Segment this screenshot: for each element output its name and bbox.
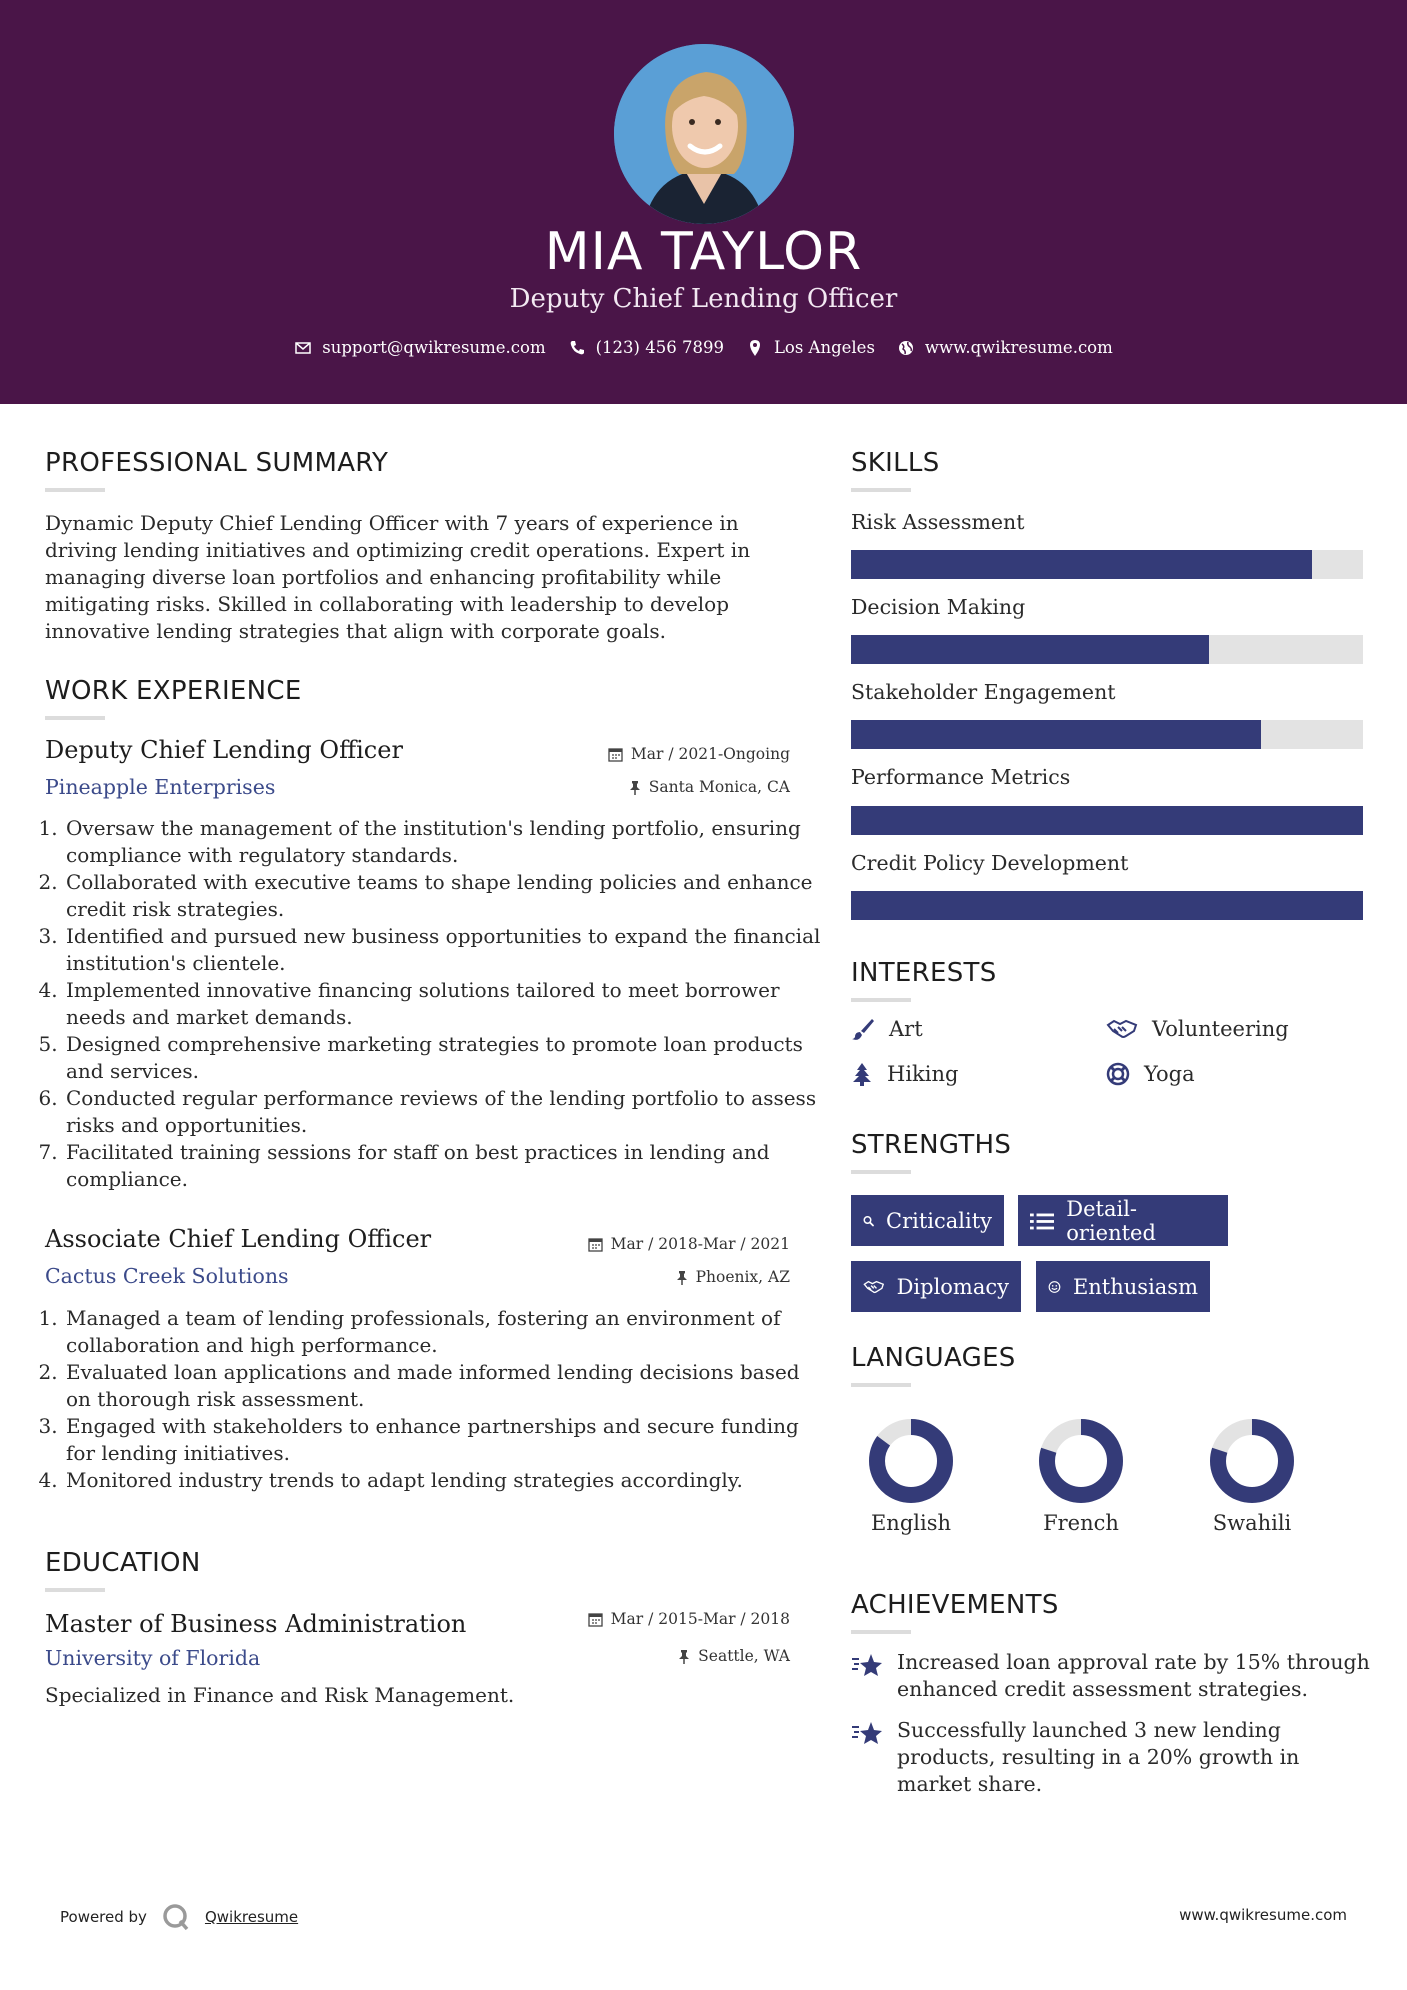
lifering-icon [1106, 1062, 1130, 1086]
envelope-icon [294, 339, 312, 357]
summary-text: Dynamic Deputy Chief Lending Officer with 7 years of experience in driving lending initiatives and optimizing credit operations. Expert in managing diverse loan portfolios and enhancing profitability while mitigating risks. Skilled in collaborating with leadership to develop innovative lending strategies that align with corporate goals. [45, 511, 751, 643]
languages-divider [851, 1383, 911, 1387]
achievements-heading: ACHIEVEMENTS [851, 1590, 1059, 1620]
language-donut [1207, 1416, 1297, 1506]
globe-icon [897, 339, 915, 357]
language-item [1192, 1416, 1312, 1535]
qwikresume-logo-icon [161, 1902, 191, 1932]
education-location [678, 1647, 790, 1665]
skill-label: Decision Making [851, 595, 1026, 619]
contact-website[interactable] [897, 338, 1113, 357]
school-name: University of Florida [45, 1646, 261, 1670]
language-label: English [870, 1511, 952, 1535]
education-divider [45, 1588, 105, 1592]
work-heading: WORK EXPERIENCE [45, 676, 302, 706]
job-date-text: Mar / 2018-Mar / 2021 [610, 1235, 790, 1253]
job-responsibilities [36, 815, 824, 1193]
skill-label: Performance Metrics [851, 765, 1071, 789]
skill-bar-fill [851, 891, 1363, 920]
strength-label: Detail-oriented [1066, 1196, 1156, 1245]
strength-label: Criticality [886, 1208, 992, 1233]
language-donut [1036, 1416, 1126, 1506]
list-item: 3. Engaged with stakeholders to enhance partnerships and secure funding for lending initiatives. [64, 1413, 824, 1467]
strength-badge [1018, 1195, 1228, 1246]
summary-heading: PROFESSIONAL SUMMARY [45, 448, 389, 478]
language-item [851, 1416, 971, 1535]
skills-divider [851, 488, 911, 492]
skill-bar [851, 806, 1363, 835]
work-divider [45, 716, 105, 720]
list-item: 5. Designed comprehensive marketing strategies to promote loan products and services. [64, 1031, 824, 1085]
list-item: 2. Collaborated with executive teams to shape lending policies and enhance credit risk strategies. [64, 869, 824, 923]
contact-email[interactable] [294, 338, 545, 357]
interests-heading: INTERESTS [851, 958, 997, 988]
strengths-heading: STRENGTHS [851, 1130, 1012, 1160]
interest-item [1106, 1062, 1195, 1086]
candidate-name: MIA TAYLOR [544, 222, 863, 282]
skill-bar-fill [851, 720, 1261, 749]
company-name: Pineapple Enterprises [45, 775, 276, 799]
contact-email-text: support@qwikresume.com [322, 338, 546, 357]
calendar-icon [588, 1237, 603, 1252]
list-item: 7. Facilitated training sessions for staff on best practices in lending and compliance. [64, 1139, 824, 1193]
contact-phone[interactable] [568, 338, 724, 357]
company-name: Cactus Creek Solutions [45, 1264, 289, 1288]
summary-divider [45, 488, 105, 492]
interest-item [851, 1017, 923, 1041]
handshake-icon [1106, 1017, 1138, 1041]
language-label: French [1043, 1511, 1119, 1535]
skill-bar-fill [851, 550, 1312, 579]
contact-phone-text: (123) 456 7899 [595, 338, 724, 357]
achievement-text: Successfully launched 3 new lending products, resulting in a 20% growth in market share. [897, 1718, 1300, 1796]
job-location [676, 1268, 790, 1286]
degree-title: Master of Business Administration [45, 1610, 467, 1638]
search-icon [863, 1210, 874, 1232]
skill-bar [851, 720, 1363, 749]
language-donut [866, 1416, 956, 1506]
job-date [588, 1235, 790, 1253]
achievements-divider [851, 1630, 911, 1634]
paintbrush-icon [851, 1017, 875, 1041]
education-date-text: Mar / 2015-Mar / 2018 [610, 1610, 790, 1628]
resume-header [0, 0, 1407, 404]
strength-label: Enthusiasm [1072, 1274, 1198, 1299]
footer-site[interactable]: www.qwikresume.com [1179, 1906, 1347, 1924]
list-item: 6. Conducted regular performance reviews of the lending portfolio to assess risks and opportunities. [64, 1085, 824, 1139]
shooting-star-icon [851, 1651, 883, 1679]
tree-icon [851, 1062, 873, 1086]
list-item: 2. Evaluated loan applications and made informed lending decisions based on thorough risk assessment. [64, 1359, 824, 1413]
job-responsibilities [36, 1305, 824, 1494]
strength-badge [1036, 1261, 1210, 1312]
job-location-text: Phoenix, AZ [695, 1268, 790, 1286]
powered-by-text: Powered by [60, 1908, 147, 1926]
strengths-divider [851, 1170, 911, 1174]
strength-badge [851, 1195, 1004, 1246]
list-item: 3. Identified and pursued new business opportunities to expand the financial institution's clientele. [64, 923, 824, 977]
list-item: 1. Oversaw the management of the institution's lending portfolio, ensuring compliance with regulatory standards. [64, 815, 824, 869]
education-location-text: Seattle, WA [698, 1647, 790, 1665]
job-location [629, 778, 790, 796]
job-date [608, 745, 790, 763]
list-item: 4. Monitored industry trends to adapt lending strategies accordingly. [64, 1467, 824, 1494]
interest-item [1106, 1017, 1289, 1041]
candidate-title: Deputy Chief Lending Officer [509, 284, 898, 314]
footer-powered-by [60, 1902, 298, 1932]
skill-label: Credit Policy Development [851, 851, 1129, 875]
strength-badge [851, 1261, 1021, 1312]
pin-icon [676, 1270, 688, 1285]
list-item: 1. Managed a team of lending professionals, fostering an environment of collaboration and high performance. [64, 1305, 824, 1359]
smile-icon [1048, 1276, 1061, 1298]
skill-label: Stakeholder Engagement [851, 680, 1116, 704]
skill-bar [851, 550, 1363, 579]
list-item: 4. Implemented innovative financing solutions tailored to meet borrower needs and market demands. [64, 977, 824, 1031]
calendar-icon [588, 1612, 603, 1627]
list-icon [1030, 1211, 1054, 1231]
languages-heading: LANGUAGES [851, 1343, 1016, 1373]
skill-bar [851, 635, 1363, 664]
contact-website-text: www.qwikresume.com [924, 338, 1113, 357]
education-date [588, 1610, 790, 1628]
education-heading: EDUCATION [45, 1548, 201, 1578]
achievement-item [851, 1717, 1371, 1798]
interests-divider [851, 998, 911, 1002]
achievement-text: Increased loan approval rate by 15% through enhanced credit assessment strategies. [897, 1650, 1370, 1701]
achievement-item [851, 1649, 1371, 1703]
skill-label: Risk Assessment [851, 510, 1025, 534]
job-location-text: Santa Monica, CA [648, 778, 790, 796]
skill-bar [851, 891, 1363, 920]
language-item [1021, 1416, 1141, 1535]
map-marker-icon [746, 339, 764, 357]
education-note: Specialized in Finance and Risk Management. [45, 1683, 515, 1707]
strength-label: Diplomacy [896, 1274, 1009, 1299]
job-title: Associate Chief Lending Officer [45, 1225, 432, 1253]
profile-photo [614, 44, 794, 224]
contact-location-text: Los Angeles [773, 338, 875, 357]
interest-label: Yoga [1144, 1062, 1195, 1086]
interest-label: Volunteering [1152, 1017, 1289, 1041]
calendar-icon [608, 747, 623, 762]
pin-icon [678, 1649, 690, 1664]
contact-bar [0, 338, 1407, 357]
skills-heading: SKILLS [851, 448, 940, 478]
job-title: Deputy Chief Lending Officer [45, 736, 403, 764]
job-date-text: Mar / 2021-Ongoing [630, 745, 790, 763]
skill-bar-fill [851, 635, 1209, 664]
phone-icon [568, 339, 586, 357]
interest-label: Art [889, 1017, 923, 1041]
skill-bar-fill [851, 806, 1363, 835]
brand-link[interactable]: Qwikresume [204, 1908, 299, 1926]
shooting-star-icon [851, 1719, 883, 1747]
language-label: Swahili [1212, 1511, 1292, 1535]
contact-location [746, 338, 875, 357]
pin-icon [629, 780, 641, 795]
interest-item [851, 1062, 958, 1086]
handshake-icon [863, 1276, 885, 1298]
interest-label: Hiking [887, 1062, 959, 1086]
